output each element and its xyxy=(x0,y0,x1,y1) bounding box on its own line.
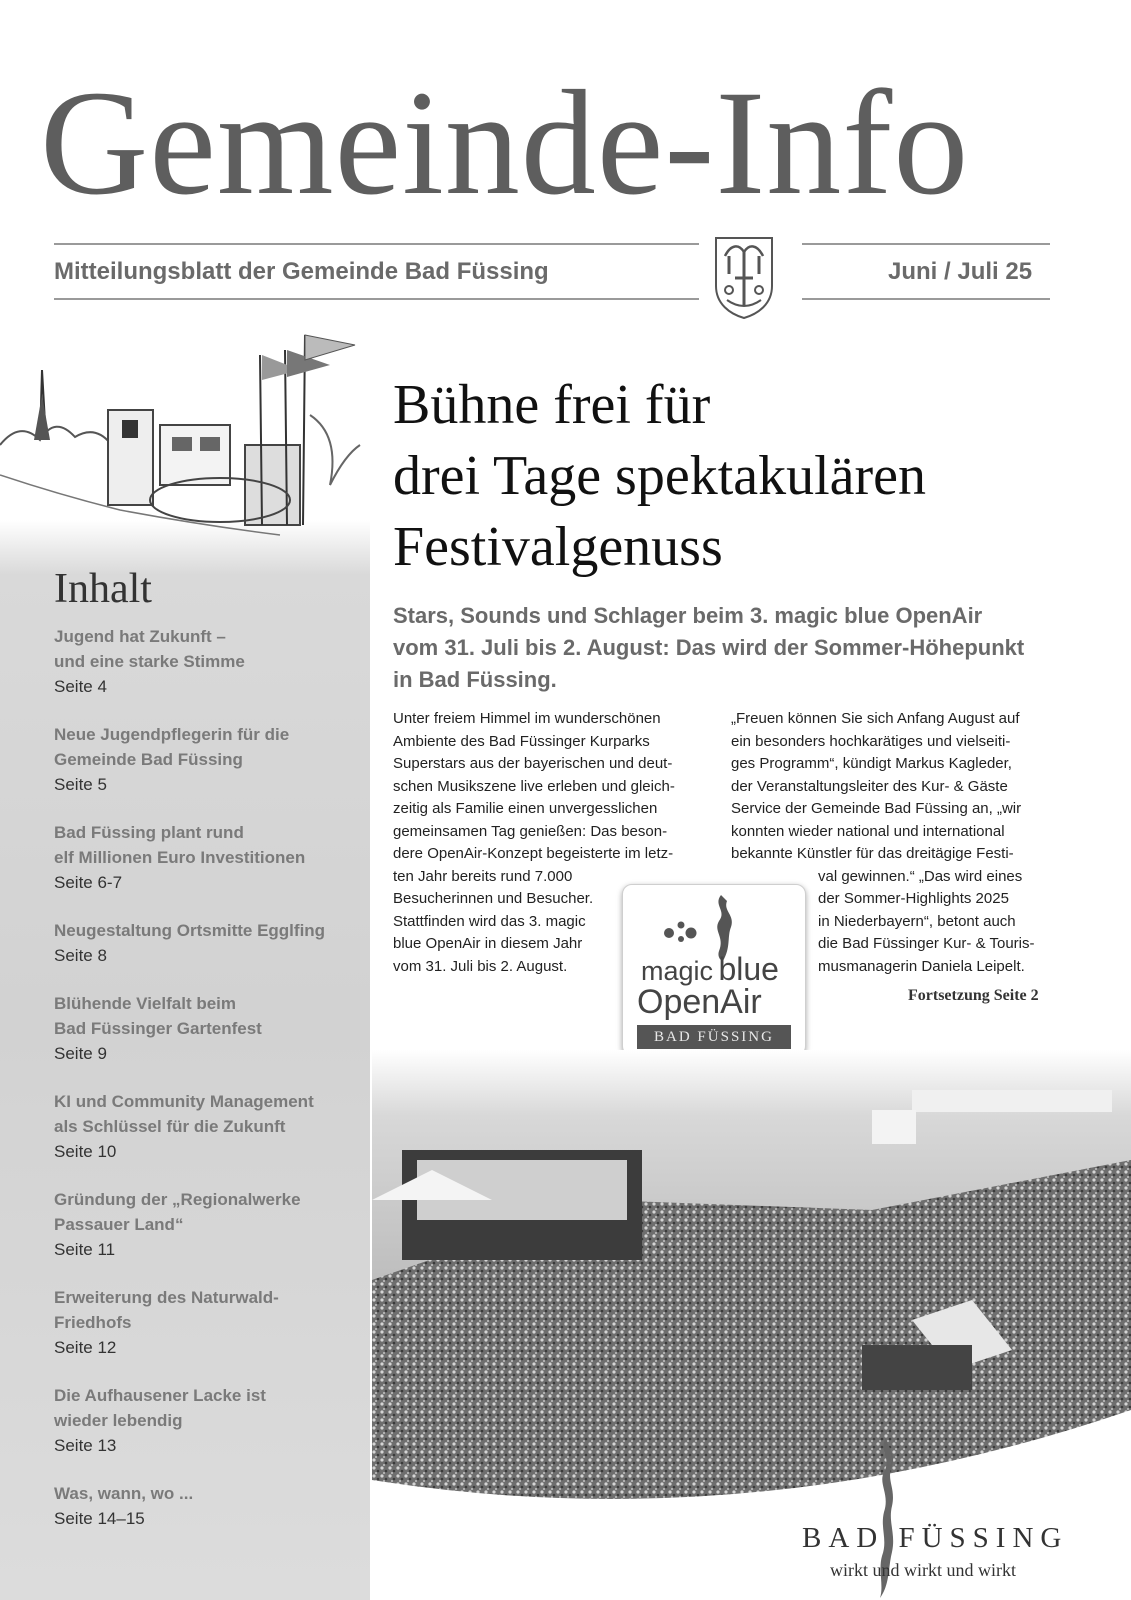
toc-item-title: Erweiterung des Naturwald- Friedhofs xyxy=(54,1288,279,1332)
toc-item[interactable] xyxy=(54,624,354,699)
toc-item-page: Seite 8 xyxy=(54,946,107,965)
event-logo-word: magic xyxy=(641,956,714,986)
toc-item[interactable] xyxy=(54,722,354,797)
text-line: die Bad Füssinger Kur- & Touris- xyxy=(818,935,1035,952)
masthead-title: Gemeinde-Info xyxy=(40,60,970,226)
toc-item-page: Seite 11 xyxy=(54,1240,116,1259)
toc-item[interactable] xyxy=(54,1089,354,1164)
text-line: musmanagerin Daniela Leipelt. xyxy=(818,957,1025,975)
text-line: gemeinsamen Tag genießen: Das beson- xyxy=(393,822,668,840)
text-line: schen Musikszene live erleben und gleich- xyxy=(393,777,675,795)
article-subhead xyxy=(393,600,1053,696)
text-line: konnten wieder national und international xyxy=(731,822,1005,840)
toc-item-title: Blühende Vielfalt beim Bad Füssinger Gartenfest xyxy=(54,994,262,1038)
brand-tagline: wirkt und wirkt und wirkt xyxy=(830,1560,1016,1580)
toc-item-title: Bad Füssing plant rund elf Millionen Euro Investitionen xyxy=(54,823,306,867)
text-line: zeitig als Familie einen unvergesslichen xyxy=(393,800,658,817)
toc-item-title: Jugend hat Zukunft – und eine starke Stimme xyxy=(54,627,245,671)
toc-item-page: Seite 4 xyxy=(54,677,107,696)
masthead-rule-bottom-right xyxy=(802,298,1050,300)
toc-item-title: Neue Jugendpflegerin für die Gemeinde Bad Füssing xyxy=(54,725,290,769)
text-line: bekannte Künstler für das dreitägige Festi- xyxy=(731,845,1014,862)
article-column-2-wrap xyxy=(818,866,1034,979)
toc-item[interactable] xyxy=(54,991,354,1066)
issue-date: Juni / Juli 25 xyxy=(888,258,1033,285)
event-logo-word: blue xyxy=(718,951,779,987)
event-logo xyxy=(622,884,806,1056)
toc-item-page: Seite 9 xyxy=(54,1044,107,1063)
text-line: Service der Gemeinde Bad Füssing an, „wir xyxy=(731,800,1022,817)
toc-item[interactable] xyxy=(54,1187,354,1262)
table-of-contents xyxy=(54,624,354,1554)
article-column-2 xyxy=(731,708,1021,866)
text-line: ein besonders hochkarätiges und vielseiti- xyxy=(731,732,1011,750)
text-line: dere OpenAir-Konzept begeisterte im letz- xyxy=(393,845,674,862)
event-logo-openair: OpenAir xyxy=(637,983,762,1021)
toc-item-page: Seite 5 xyxy=(54,775,107,794)
continued-note: Fortsetzung Seite 2 xyxy=(908,987,1039,1004)
text-line: „Freuen können Sie sich Anfang August auf xyxy=(731,710,1020,727)
headline-line: Festivalgenuss xyxy=(393,516,723,578)
text-line: blue OpenAir in diesem Jahr xyxy=(393,935,583,952)
text-line: ges Programm“, kündigt Markus Kagleder, xyxy=(731,755,1012,772)
town-sketch-illustration xyxy=(0,325,370,545)
masthead-subtitle: Mitteilungsblatt der Gemeinde Bad Füssing xyxy=(54,258,549,285)
toc-item[interactable] xyxy=(54,1285,354,1360)
text-line: Ambiente des Bad Füssinger Kurparks xyxy=(393,732,650,750)
text-line: val gewinnen.“ „Das wird eines xyxy=(818,867,1023,885)
toc-item[interactable] xyxy=(54,918,354,968)
toc-item-title: Neugestaltung Ortsmitte Egglfing xyxy=(54,921,326,940)
toc-item[interactable] xyxy=(54,820,354,895)
article-headline xyxy=(393,370,1093,583)
toc-item-page: Seite 12 xyxy=(54,1338,117,1357)
toc-item-page: Seite 6-7 xyxy=(54,873,123,892)
text-line: der Sommer-Highlights 2025 xyxy=(818,890,1009,907)
masthead-rule-top-right xyxy=(802,243,1050,245)
event-logo-band: BAD FÜSSING xyxy=(637,1025,791,1049)
toc-item-title: Die Aufhausener Lacke ist wieder lebendig xyxy=(54,1386,266,1430)
subhead-line: in Bad Füssing. xyxy=(393,667,557,692)
contents-heading: Inhalt xyxy=(54,566,152,612)
toc-item-page: Seite 13 xyxy=(54,1436,117,1455)
text-line: Superstars aus der bayerischen und deut- xyxy=(393,755,673,772)
toc-item-title: Gründung der „Regionalwerke Passauer Land“ xyxy=(54,1190,301,1234)
text-line: in Niederbayern“, betont auch xyxy=(818,912,1016,930)
text-line: der Veranstaltungsleiter des Kur- & Gäste xyxy=(731,777,1008,795)
text-line: Stattfinden wird das 3. magic xyxy=(393,912,586,930)
coat-of-arms-icon xyxy=(713,234,775,320)
masthead-rule-bottom-left xyxy=(54,298,699,300)
subhead-line: Stars, Sounds und Schlager beim 3. magic blue OpenAir xyxy=(393,603,983,628)
text-line: Besucherinnen und Besucher. xyxy=(393,890,594,907)
headline-line: drei Tage spektakulären xyxy=(393,445,927,507)
headline-line: Bühne frei für xyxy=(393,374,711,436)
subhead-line: vom 31. Juli bis 2. August: Das wird der Sommer-Höhepunkt xyxy=(393,635,1025,660)
text-line: ten Jahr bereits rund 7.000 xyxy=(393,867,573,885)
toc-item[interactable] xyxy=(54,1383,354,1458)
brand-name: BAD FÜSSING xyxy=(802,1522,1069,1554)
bad-fuessing-brand xyxy=(786,1436,1106,1600)
toc-item-title: KI und Community Management als Schlüssel für die Zukunft xyxy=(54,1092,314,1136)
text-line: Unter freiem Himmel im wunderschönen xyxy=(393,710,661,727)
masthead-rule-top-left xyxy=(54,243,699,245)
toc-item-page: Seite 14–15 xyxy=(54,1509,145,1528)
toc-item-page: Seite 10 xyxy=(54,1142,117,1161)
toc-item-title: Was, wann, wo ... xyxy=(54,1484,194,1503)
toc-item[interactable] xyxy=(54,1481,354,1531)
text-line: vom 31. Juli bis 2. August. xyxy=(393,957,568,975)
